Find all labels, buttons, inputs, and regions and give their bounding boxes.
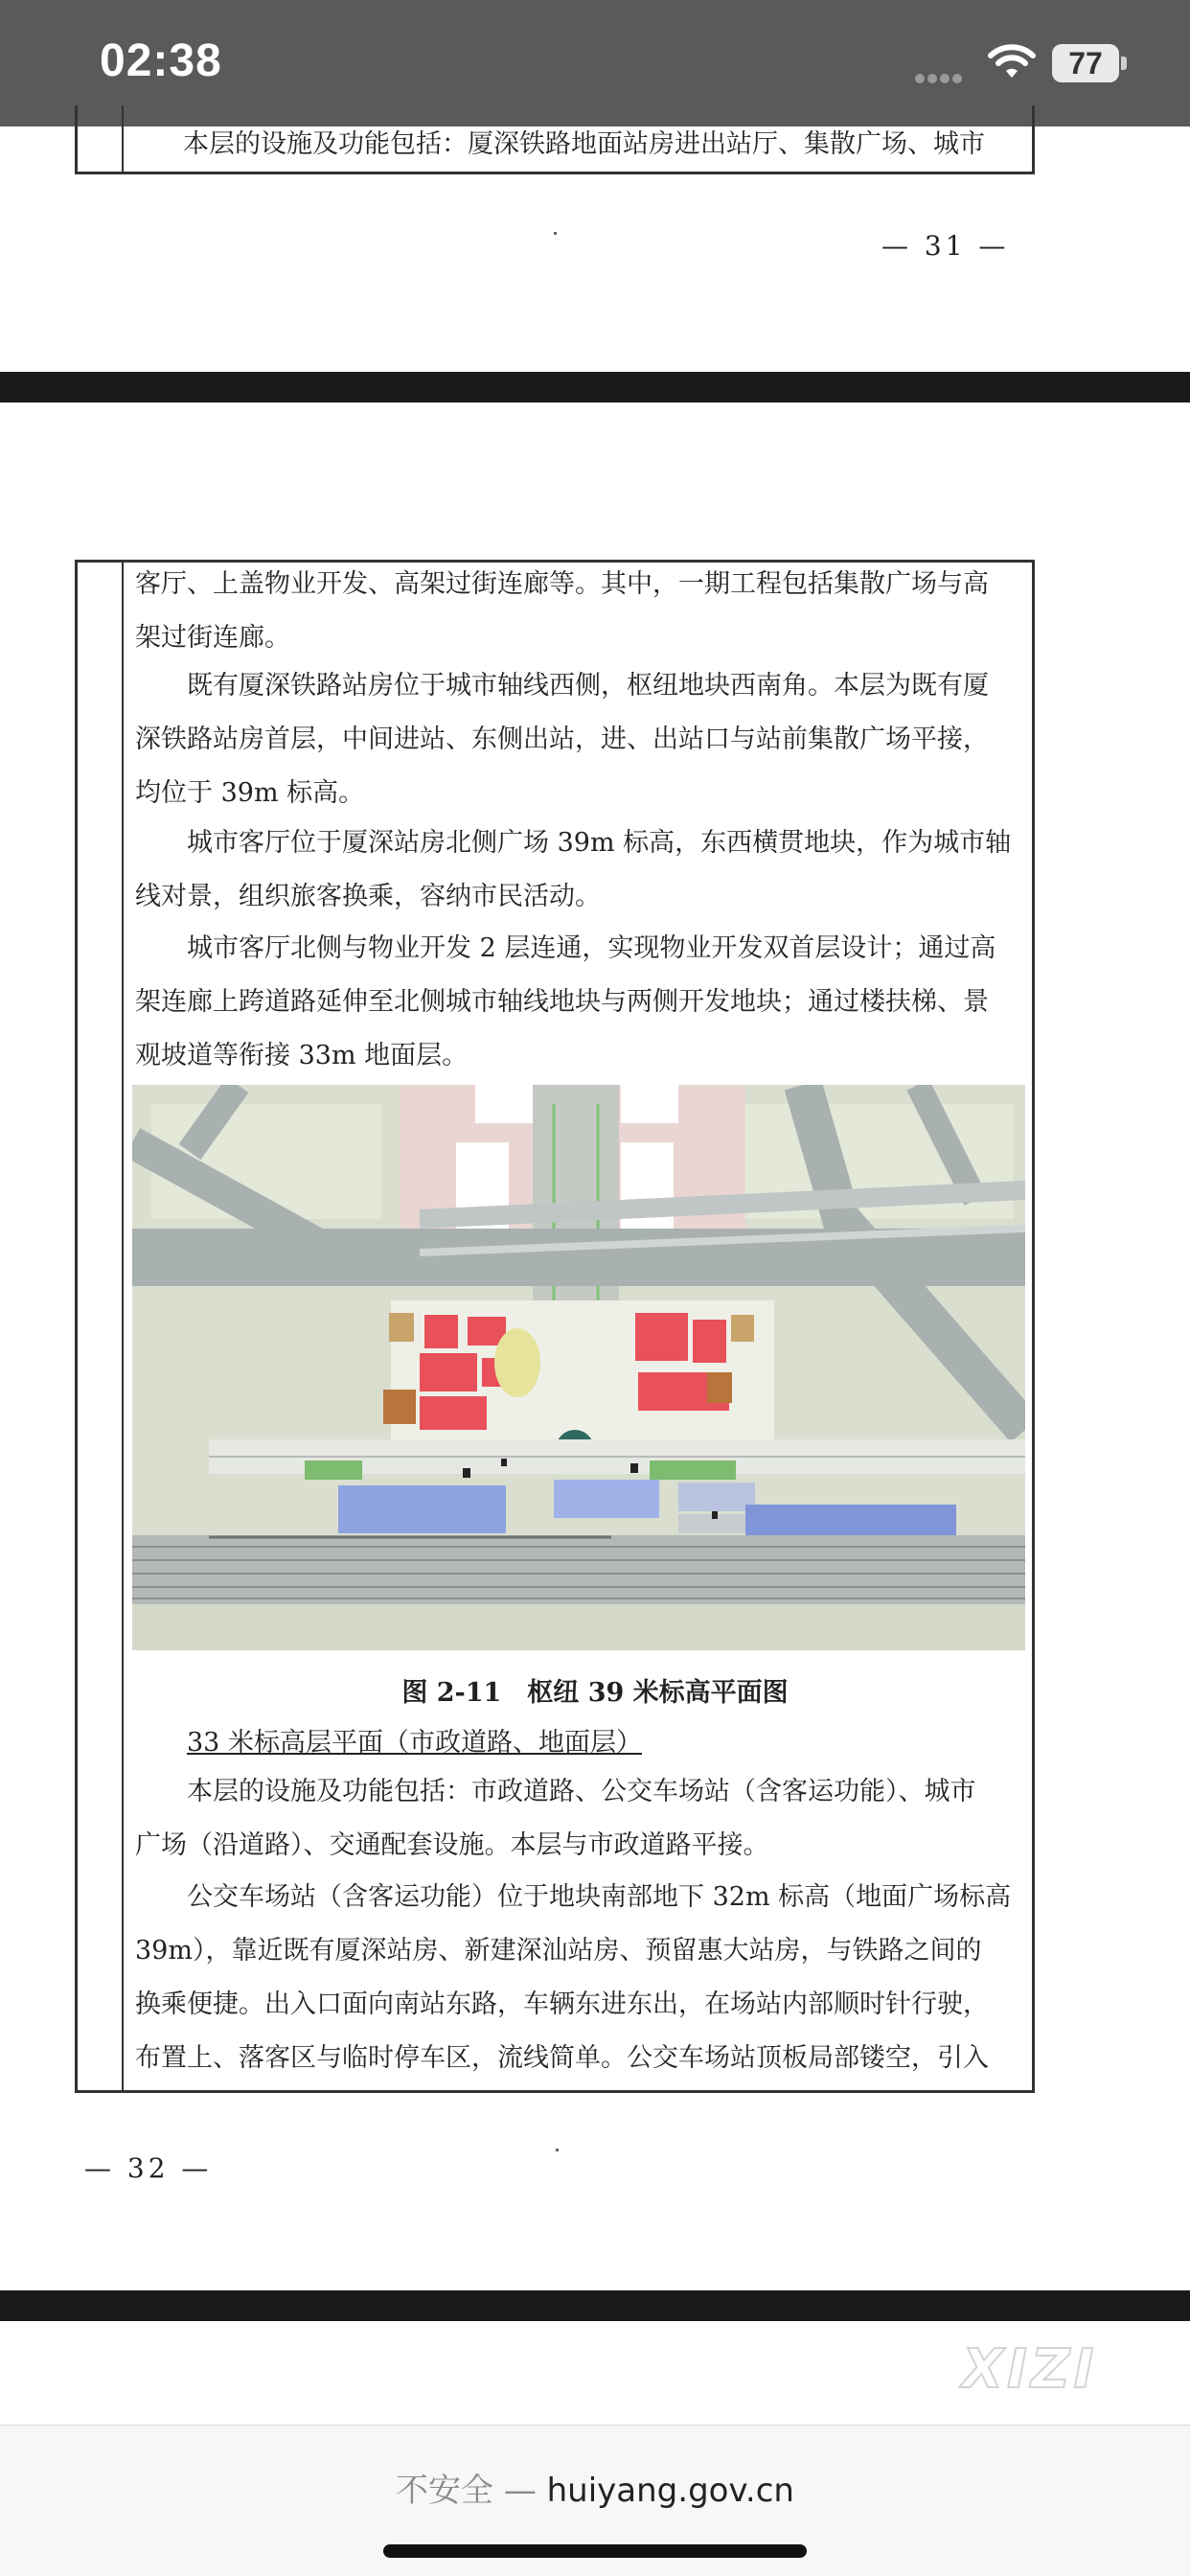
paragraph-1 <box>135 558 1024 665</box>
text-line: 公交车场站（含客运功能）位于地块南部地下 32m 标高（地面广场标高 <box>187 1882 1012 1912</box>
text-line: 既有厦深铁路站房位于城市轴线西侧，枢纽地块西南角。本层为既有厦 <box>187 671 989 701</box>
paragraph-6 <box>135 1871 1024 2085</box>
battery-level: 77 <box>1068 46 1103 80</box>
scan-dot <box>554 232 557 235</box>
page-separator <box>0 2290 1190 2321</box>
text-line: 布置上、落客区与临时停车区，流线简单。公交车场站顶板局部镂空，引入 <box>135 2043 989 2073</box>
page-number-32: — 32 — <box>84 2152 213 2184</box>
text-line: 客厅、上盖物业开发、高架过街连廊等。其中，一期工程包括集散广场与高 <box>135 569 989 599</box>
scan-dot <box>556 2149 559 2151</box>
xizi-watermark-logo: XIZI <box>962 2338 1098 2401</box>
frame-divider <box>122 563 124 2090</box>
text-line: 深铁路站房首层，中间进站、东侧出站，进、出站口与站前集散广场平接， <box>135 724 989 754</box>
figure-caption: 图 2-11 枢纽 39 米标高平面图 <box>401 1678 789 1708</box>
text-line: 观坡道等衔接 33m 地面层。 <box>135 1041 469 1070</box>
text-line: 换乘便捷。出入口面向南站东路，车辆东进东出，在场站内部顺时针行驶， <box>135 1990 989 2019</box>
url-domain: huiyang.gov.cn <box>546 2472 794 2510</box>
text-line: 39m），靠近既有厦深站房、新建深汕站房、预留惠大站房，与铁路之间的 <box>135 1936 982 1966</box>
text-line: 城市客厅位于厦深站房北侧广场 39m 标高，东西横贯地块，作为城市轴 <box>187 828 1012 858</box>
home-indicator[interactable] <box>383 2544 807 2558</box>
signal-dots-icon <box>915 69 969 80</box>
paragraph-5 <box>135 1765 1024 1873</box>
paragraph-2 <box>135 659 1024 820</box>
section-heading: 33 米标高层平面（市政道路、地面层） <box>187 1728 642 1758</box>
battery-icon <box>1052 44 1127 82</box>
text-line: 架过街连廊。 <box>135 623 290 653</box>
browser-address-bar[interactable] <box>0 2425 1190 2576</box>
site-plan-drawing <box>132 1085 1025 1650</box>
text-line: 线对景，组织旅客换乘，容纳市民活动。 <box>135 882 601 911</box>
page31-last-line: 本层的设施及功能包括：厦深铁路地面站房进出站厅、集散广场、城市 <box>183 129 985 159</box>
paragraph-4 <box>135 922 1024 1083</box>
site-plan-figure <box>132 1085 1025 1650</box>
text-line: 架连廊上跨道路延伸至北侧城市轴线地块与两侧开发地块；通过楼扶梯、景 <box>135 987 989 1017</box>
url-display[interactable] <box>0 2464 1190 2511</box>
url-separator: — <box>503 2472 537 2510</box>
page-separator <box>0 372 1190 402</box>
security-label: 不安全 <box>396 2472 493 2510</box>
text-line: 广场（沿道路）、交通配套设施。本层与市政道路平接。 <box>135 1830 769 1860</box>
frame-divider <box>122 105 124 172</box>
page31-text-frame <box>75 105 1035 174</box>
page-number-31: — 31 — <box>881 230 1010 262</box>
text-line: 本层的设施及功能包括：市政道路、公交车场站（含客运功能）、城市 <box>187 1777 976 1806</box>
paragraph-3 <box>135 816 1024 924</box>
text-line: 均位于 39m 标高。 <box>135 778 365 808</box>
wifi-icon <box>987 42 1037 80</box>
text-line: 城市客厅北侧与物业开发 2 层连通，实现物业开发双首层设计；通过高 <box>187 933 996 963</box>
status-time: 02:38 <box>100 35 222 86</box>
